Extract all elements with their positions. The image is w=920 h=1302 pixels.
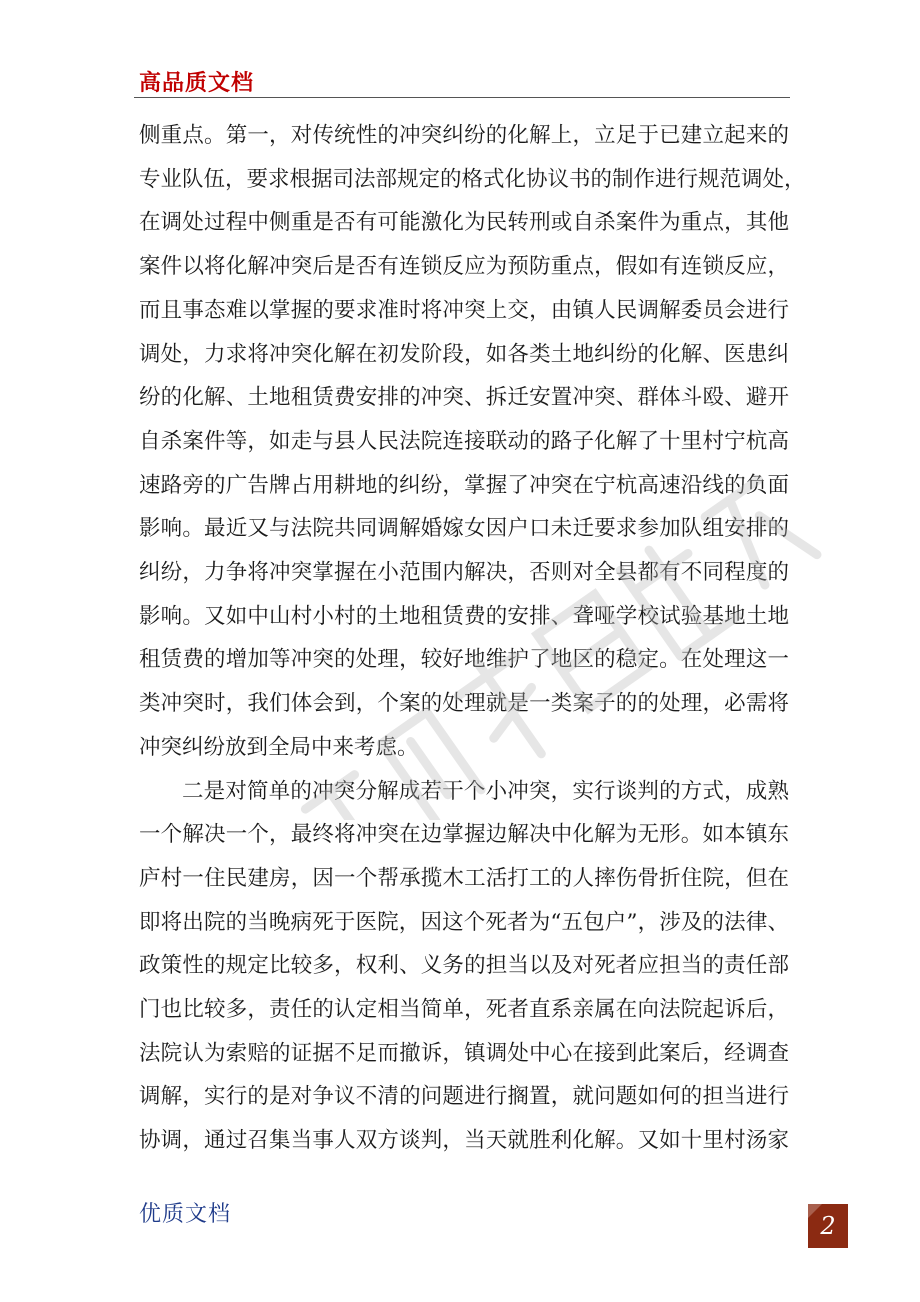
text-line: 庐村一住民建房，因一个帮承揽木工活打工的人摔伤骨折住院，但在 (139, 865, 789, 891)
text-line: 纠纷，力争将冲突掌握在小范围内解决，否则对全县都有不同程度的 (139, 560, 789, 586)
text-line: 协调，通过召集当事人双方谈判，当天就胜利化解。又如十里村汤家 (139, 1128, 789, 1154)
text-line: 案件以将化解冲突后是否有连锁反应为预防重点，假如有连锁反应， (139, 254, 789, 280)
text-line: 侧重点。第一，对传统性的冲突纠纷的化解上，立足于已建立起来的 (139, 123, 789, 148)
text-line: 门也比较多，责任的认定相当简单，死者直系亲属在向法院起诉后， (139, 997, 789, 1023)
text-line: 调处，力求将冲突化解在初发阶段，如各类土地纠纷的化解、医患纠 (139, 341, 789, 367)
text-line: 而且事态难以掌握的要求准时将冲突上交，由镇人民调解委员会进行 (139, 297, 789, 323)
text-line: 一个解决一个，最终将冲突在边掌握边解决中化解为无形。如本镇东 (139, 822, 789, 848)
page-number: 2 (820, 1212, 836, 1240)
header-title: 高品质文档 (139, 71, 255, 96)
text-line: 法院认为索赔的证据不足而撤诉，镇调处中心在接到此案后，经调查 (139, 1040, 789, 1066)
text-line: 即将出院的当晚病死于医院，因这个死者为“五包户”，涉及的法律、 (139, 909, 789, 935)
text-line: 租赁费的增加等冲突的处理，较好地维护了地区的稳定。在处理这一 (139, 647, 789, 673)
text-line: 调解，实行的是对争议不清的问题进行搁置，就问题如何的担当进行 (139, 1084, 789, 1110)
paragraph-2 (139, 770, 789, 1163)
text-line: 在调处过程中侧重是否有可能激化为民转刑或自杀案件为重点，其他 (139, 210, 789, 236)
text-line: 专业队伍，要求根据司法部规定的格式化协议书的制作进行规范调处， (139, 166, 806, 192)
text-line: 政策性的规定比较多，权利、义务的担当以及对死者应担当的责任部 (139, 953, 789, 979)
paragraph-1 (139, 114, 806, 770)
text-line: 冲突纠纷放到全局中来考虑。 (139, 734, 419, 760)
text-line: 影响。又如中山村小村的土地租赁费的安排、聋哑学校试验基地土地 (139, 603, 789, 629)
document-body (139, 114, 806, 1163)
text-line: 自杀案件等，如走与县人民法院连接联动的路子化解了十里村宁杭高 (139, 428, 789, 454)
text-line: 类冲突时，我们体会到，个案的处理就是一类案子的的处理，必需将 (139, 691, 789, 717)
text-line: 影响。最近又与法院共同调解婚嫁女因户口未迁要求参加队组安排的 (139, 516, 789, 542)
text-line: 纷的化解、土地租赁费安排的冲突、拆迁安置冲突、群体斗殴、避开 (139, 385, 789, 411)
text-line: 速路旁的广告牌占用耕地的纠纷，掌握了冲突在宁杭高速沿线的负面 (139, 472, 789, 498)
footer-title: 优质文档 (139, 1202, 232, 1227)
header-divider (134, 97, 790, 98)
text-line: 二是对简单的冲突分解成若干个小冲突，实行谈判的方式，成熟 (182, 778, 789, 804)
